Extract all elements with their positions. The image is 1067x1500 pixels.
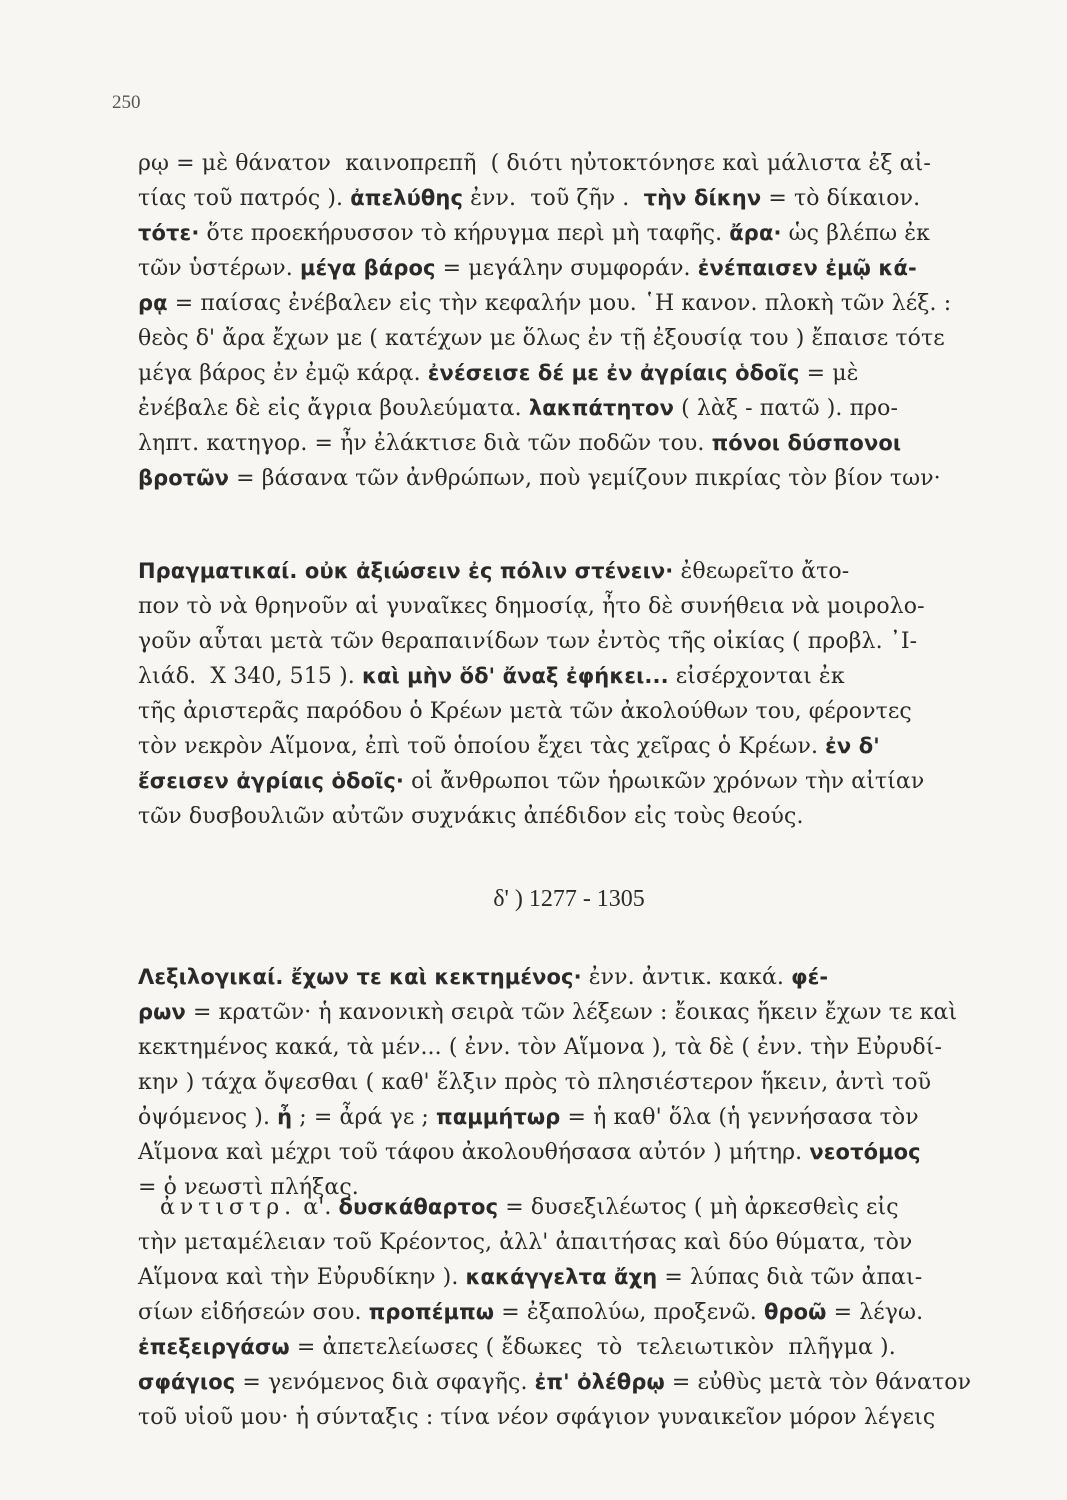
text-line: [138, 391, 1000, 426]
text-run: = λύπας διὰ τῶν ἀπαι-: [657, 1265, 923, 1290]
bold-term: ρᾳ: [138, 291, 168, 315]
text-line: [138, 321, 1000, 356]
bold-term: σφάγιος: [138, 1370, 236, 1394]
text-line: [138, 554, 1000, 589]
text-run: ρῳ = μὲ θάνατον καινοπρεπῆ ( διότι ηὐτοκτόνησε καὶ μάλιστα ἐξ αἰ-: [138, 151, 931, 176]
text-run: = γενόμενος διὰ σφαγῆς.: [235, 1370, 535, 1395]
page-number: 250: [112, 92, 141, 113]
text-run: τὴν μεταμέλειαν τοῦ Κρέοντος, ἀλλ' ἀπαιτήσας καὶ δύο θύματα, τὸν: [138, 1230, 913, 1255]
text-run: τῶν ὑστέρων.: [138, 256, 300, 281]
text-line: [138, 589, 1000, 624]
text-run: γοῦν αὗται μετὰ τῶν θεραπαινίδων των ἐντὸς τῆς οἰκίας ( προβλ. ᾿Ι-: [138, 629, 918, 654]
text-run: = βάσανα τῶν ἀνθρώπων, ποὺ γεμίζουν πικρίας τὸν βίον των·: [229, 466, 941, 491]
text-line: [138, 1260, 1000, 1295]
text-run: = μεγάλην συμφοράν.: [435, 256, 698, 281]
text-run: τοῦ υἱοῦ μου· ἡ σύνταξις : τίνα νέον σφάγιον γυναικεῖον μόρον λέγεις: [138, 1405, 936, 1430]
text-run: κην ) τάχα ὄψεσθαι ( καθ' ἕλξιν πρὸς τὸ πλησιέστερον ἥκειν, ἀντὶ τοῦ: [138, 1070, 932, 1095]
bold-term: ἀπελύθης: [350, 186, 464, 210]
text-line: [138, 624, 1000, 659]
bold-term: βροτῶν: [138, 466, 230, 490]
text-run: ἐθεωρεῖτο ἄτο-: [673, 559, 850, 584]
bold-term: φέ-: [791, 965, 829, 989]
text-line: [138, 1135, 1000, 1170]
bold-term: Λεξιλογικαί. ἔχων τε καὶ κεκτημένος·: [138, 965, 582, 989]
text-line: [138, 356, 1000, 391]
text-line: [138, 764, 1000, 799]
text-run: πον τὸ νὰ θρηνοῦν αἱ γυναῖκες δημοσίᾳ, ἦτο δὲ συνήθεια νὰ μοιρολο-: [138, 594, 925, 619]
text-run: μέγα βάρος ἐν ἐμῷ κάρᾳ.: [138, 361, 428, 386]
paragraph-3: [138, 960, 1000, 1205]
text-run: α'.: [296, 1195, 339, 1220]
text-line: [138, 461, 1000, 496]
text-run: = ἐξαπολύω, προξενῶ.: [494, 1300, 764, 1325]
bold-term: προπέμπω: [368, 1300, 495, 1324]
bold-term: τὴν δίκην: [643, 186, 762, 210]
bold-term: καὶ μὴν ὅδ' ἄναξ ἐφήκει...: [361, 664, 669, 688]
text-run: = ἀπετελείωσες ( ἔδωκες τὸ τελειωτικὸν πλῆγμα ).: [289, 1335, 896, 1360]
text-run: = μὲ: [799, 361, 859, 386]
text-run: ὅτε προεκήρυσσον τὸ κήρυγμα περὶ μὴ ταφῆς.: [199, 221, 730, 246]
bold-term: λακπάτητον: [528, 396, 674, 420]
text-run: εἰσέρχονται ἐκ: [668, 664, 845, 689]
text-run: = παίσας ἐνέβαλεν εἰς τὴν κεφαλήν μου. ῾Η κανον. πλοκὴ τῶν λέξ. :: [167, 291, 952, 316]
text-run: ἐνν. ἀντικ. κακά.: [581, 965, 792, 990]
bold-term: νεοτόμος: [809, 1140, 921, 1164]
bold-term: ἐνέπαισεν ἐμῷ κά-: [697, 256, 917, 280]
text-run: ; = ἆρά γε ;: [292, 1105, 437, 1130]
bold-term: ἐπεξειργάσω: [138, 1335, 290, 1359]
bold-term: ἐν δ': [825, 734, 880, 758]
text-run: = ἡ καθ' ὅλα (ἡ γεννήσασα τὸν: [560, 1105, 919, 1130]
bold-term: πόνοι δύσπονοι: [711, 431, 902, 455]
text-line: [138, 1030, 1000, 1065]
text-line: [138, 1100, 1000, 1135]
text-run: Αἵμονα καὶ τὴν Εὐρυδίκην ).: [138, 1265, 466, 1290]
paragraph-4: [138, 1190, 1000, 1435]
bold-term: δυσκάθαρτος: [338, 1195, 499, 1219]
text-line: [138, 146, 1000, 181]
bold-term: μέγα βάρος: [299, 256, 436, 280]
text-line: [138, 181, 1000, 216]
text-run: = εὐθὺς μετὰ τὸν θάνατον: [664, 1370, 972, 1395]
bold-term: τότε·: [138, 221, 200, 245]
bold-term: ἦ: [277, 1105, 293, 1129]
bold-term: ἔσεισεν ἀγρίαις ὁδοῖς·: [138, 769, 404, 793]
text-run: κεκτημένος κακά, τὰ μέν... ( ἐνν. τὸν Αἵμονα ), τὰ δὲ ( ἐνν. τὴν Εὐρυδί-: [138, 1035, 943, 1060]
bold-term: παμμήτωρ: [436, 1105, 561, 1129]
text-line: [138, 1295, 1000, 1330]
paragraph-2: [138, 554, 1000, 834]
paragraph-1: [138, 146, 1000, 496]
text-run: τῶν δυσβουλιῶν αὐτῶν συχνάκις ἀπέδιδον εἰς τοὺς θεούς.: [138, 804, 804, 829]
text-line: [138, 1330, 1000, 1365]
bold-term: θροῶ: [763, 1300, 827, 1324]
text-line: [138, 1225, 1000, 1260]
text-run: ληπτ. κατηγορ. = ἦν ἐλάκτισε διὰ τῶν ποδῶν του.: [138, 431, 712, 456]
text-line: [138, 1400, 1000, 1435]
text-run: ὀψόμενος ).: [138, 1105, 278, 1130]
text-line: [138, 799, 1000, 834]
text-run: = ὁ νεωστὶ πλήξας.: [138, 1175, 359, 1200]
text-run: οἱ ἄνθρωποι τῶν ἡρωικῶν χρόνων τὴν αἰτίαν: [403, 769, 925, 794]
text-run: ( λὰξ - πατῶ ). προ-: [673, 396, 899, 421]
text-run: ὡς βλέπω ἐκ: [781, 221, 931, 246]
text-run: ἐνέβαλε δὲ εἰς ἄγρια βουλεύματα.: [138, 396, 529, 421]
bold-term: Πραγματικαί. οὐκ ἀξιώσειν ἐς πόλιν στένειν·: [138, 559, 674, 583]
bold-term: ἄρα·: [729, 221, 782, 245]
bold-term: ἐνέσεισε δέ με ἐν ἀγρίαις ὁδοῖς: [427, 361, 800, 385]
text-line: [138, 729, 1000, 764]
bold-term: ἐπ' ὀλέθρῳ: [534, 1370, 665, 1394]
text-line: [138, 251, 1000, 286]
bold-term: ρων: [138, 1000, 186, 1024]
text-line: [138, 286, 1000, 321]
text-line: [138, 694, 1000, 729]
text-run: λιάδ. Χ 340, 515 ).: [138, 664, 362, 689]
text-run: Αἵμονα καὶ μέχρι τοῦ τάφου ἀκολουθήσασα αὐτόν ) μήτηρ.: [138, 1140, 810, 1165]
text-run: = κρατῶν· ἡ κανονικὴ σειρὰ τῶν λέξεων : ἔοικας ἥκειν ἔχων τε καὶ: [185, 1000, 958, 1025]
text-run: ἀντιστρ.: [160, 1195, 297, 1220]
text-run: ἐνν. τοῦ ζῆν .: [463, 186, 644, 211]
text-line: [138, 1065, 1000, 1100]
text-line: [138, 216, 1000, 251]
text-run: τὸν νεκρὸν Αἵμονα, ἐπὶ τοῦ ὁποίου ἔχει τὰς χεῖρας ὁ Κρέων.: [138, 734, 826, 759]
text-run: = δυσεξιλέωτος ( μὴ ἀρκεσθεὶς εἰς: [498, 1195, 899, 1220]
text-line: [138, 995, 1000, 1030]
text-line: [138, 960, 1000, 995]
text-line: [138, 659, 1000, 694]
bold-term: κακάγγελτα ἄχη: [465, 1265, 658, 1289]
text-run: = λέγω.: [826, 1300, 924, 1325]
text-run: σίων εἰδήσεών σου.: [138, 1300, 369, 1325]
text-line: [138, 1190, 1000, 1225]
text-line: [138, 1365, 1000, 1400]
text-run: τίας τοῦ πατρός ).: [138, 186, 351, 211]
text-run: τῆς ἀριστερᾶς παρόδου ὁ Κρέων μετὰ τῶν ἀκολούθων του, φέροντες: [138, 699, 912, 724]
text-run: θεὸς δ' ἄρα ἔχων με ( κατέχων με ὅλως ἐν τῇ ἐξουσίᾳ του ) ἔπαισε τότε: [138, 326, 945, 351]
text-line: [138, 426, 1000, 461]
text-run: = τὸ δίκαιον.: [761, 186, 921, 211]
section-heading: δ' ) 1277 - 1305: [493, 886, 645, 912]
